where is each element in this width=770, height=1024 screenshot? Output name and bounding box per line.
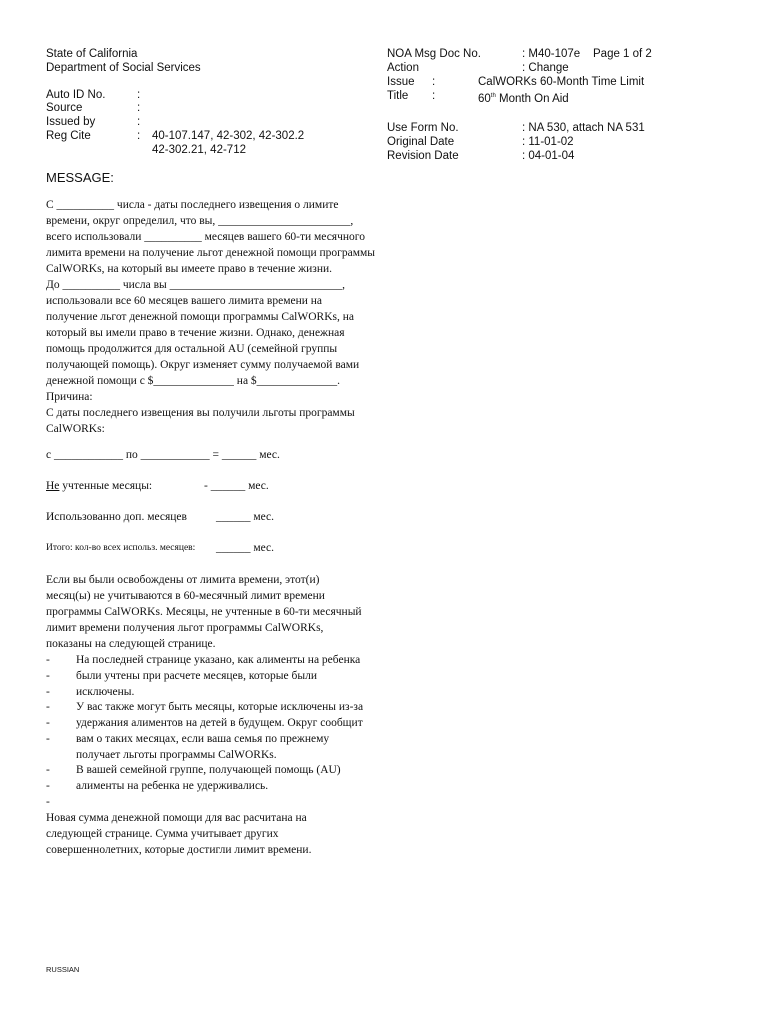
total-value: ______ мес.: [216, 542, 275, 554]
paragraph-line: всего использовали __________ месяцев вашего 60-ти месячного: [46, 231, 365, 243]
bullet-line: были учтены при расчете месяцев, которые были: [76, 670, 317, 682]
title-value: 60th Month On Aid: [478, 92, 569, 105]
notice-paragraph-3: [46, 810, 381, 858]
paragraph-line: лимита времени на получение льгот денежной помощи программы: [46, 247, 375, 259]
paragraph-line: получающей помощь). Округ изменяет сумму получаемой вами: [46, 359, 360, 371]
title-label: Title: [387, 90, 409, 102]
not-counted-value: - ______ мес.: [204, 480, 269, 492]
message-heading: MESSAGE:: [46, 170, 114, 185]
bullet-line: В вашей семейной группе, получающей помощь (AU): [76, 764, 341, 776]
language-footer: RUSSIAN: [46, 965, 80, 974]
paragraph-line: помощь продолжится для остальной AU (семейной группы: [46, 343, 338, 355]
original-date-label: Original Date: [387, 136, 455, 148]
paragraph-line: До __________ числа вы ______________________________,: [46, 279, 346, 291]
paragraph-line: который вы имели право в течение жизни. Однако, денежная: [46, 327, 345, 339]
reg-cite-value-1: 40-107.147, 42-302, 42-302.2: [152, 130, 305, 142]
months-range-line: с ____________ по ____________ = ______ мес.: [46, 449, 280, 461]
used-extra-value: ______ мес.: [216, 511, 275, 523]
bullet-line: На последней странице указано, как алименты на ребенка: [76, 654, 361, 666]
issue-label: Issue: [387, 76, 415, 88]
paragraph-line: получение льгот денежной помощи программы CalWORKs, на: [46, 311, 354, 323]
department-name: Department of Social Services: [46, 62, 201, 74]
bullet-line: исключены.: [76, 686, 135, 698]
revision-date-value: : 04-01-04: [522, 150, 575, 162]
agency-name: State of California: [46, 48, 138, 60]
bullet-marker: ---: [46, 764, 50, 808]
paragraph-line: следующей странице. Сумма учитывает других: [46, 828, 279, 840]
reason-label: Причина:: [46, 391, 93, 403]
auto-id-colon: :: [137, 89, 141, 101]
bullet-marker: ---: [46, 654, 50, 698]
paragraph-line: совершеннолетних, которые достигли лимит времени.: [46, 844, 312, 856]
doc-no-value: : M40-107e: [522, 48, 581, 60]
bullet-line: алименты на ребенка не удерживались.: [76, 780, 269, 792]
reg-cite-value-2: 42-302.21, 42-712: [152, 144, 246, 156]
page-info: Page 1 of 2: [593, 48, 652, 60]
notice-paragraph-1: [46, 197, 381, 437]
used-extra-label: Использованно доп. месяцев: [46, 511, 187, 523]
source-colon: :: [137, 102, 141, 114]
paragraph-line: показаны на следующей странице.: [46, 638, 216, 650]
paragraph-line: CalWORKs:: [46, 423, 105, 435]
action-label: Action: [387, 62, 419, 74]
action-value: : Change: [522, 62, 569, 74]
use-form-label: Use Form No.: [387, 122, 459, 134]
bullet-line: удержания алиментов на детей в будущем. Округ сообщит: [76, 717, 363, 729]
paragraph-line: С даты последнего извещения вы получили льготы программы: [46, 407, 355, 419]
bullet-line: У вас также могут быть месяцы, которые исключены из-за: [76, 701, 364, 713]
paragraph-line: времени, округ определил, что вы, _______________________,: [46, 215, 354, 227]
paragraph-line: программы CalWORKs. Месяцы, не учтенные в 60-ти месячный: [46, 606, 362, 618]
title-colon: :: [432, 90, 436, 102]
total-label: Итого: кол-во всех использ. месяцев:: [46, 543, 196, 553]
use-form-value: : NA 530, attach NA 531: [522, 122, 645, 134]
paragraph-line: денежной помощи с $______________ на $______________.: [46, 375, 341, 387]
issue-value: CalWORKs 60-Month Time Limit: [478, 76, 645, 88]
issue-colon: :: [432, 76, 436, 88]
issued-by-colon: :: [137, 116, 141, 128]
doc-no-label: NOA Msg Doc No.: [387, 48, 481, 60]
paragraph-line: Если вы были освобождены от лимита времени, этот(и): [46, 574, 320, 586]
paragraph-line: CalWORKs, на который вы имеете право в течение жизни.: [46, 263, 333, 275]
bullet-line: получает льготы программы CalWORKs.: [76, 749, 277, 761]
paragraph-line: использовали все 60 месяцев вашего лимита времени на: [46, 295, 323, 307]
issued-by-label: Issued by: [46, 116, 96, 128]
reg-cite-label: Reg Cite: [46, 130, 91, 142]
paragraph-line: месяц(ы) не учитываются в 60-месячный лимит времени: [46, 590, 325, 602]
notice-paragraph-2: [46, 572, 381, 652]
reg-cite-colon: :: [137, 130, 141, 142]
source-label: Source: [46, 102, 83, 114]
paragraph-line: Новая сумма денежной помощи для вас расчитана на: [46, 812, 307, 824]
paragraph-line: С __________ числа - даты последнего извещения о лимите: [46, 199, 339, 211]
auto-id-label: Auto ID No.: [46, 89, 106, 101]
bullet-line: вам о таких месяцах, если ваша семья по прежнему: [76, 733, 330, 745]
not-counted-label: Не учтенные месяцы:: [46, 480, 153, 492]
original-date-value: : 11-01-02: [522, 136, 574, 148]
revision-date-label: Revision Date: [387, 150, 459, 162]
paragraph-line: лимит времени получения льгот программы CalWORKs,: [46, 622, 324, 634]
bullet-marker: ---: [46, 701, 50, 745]
